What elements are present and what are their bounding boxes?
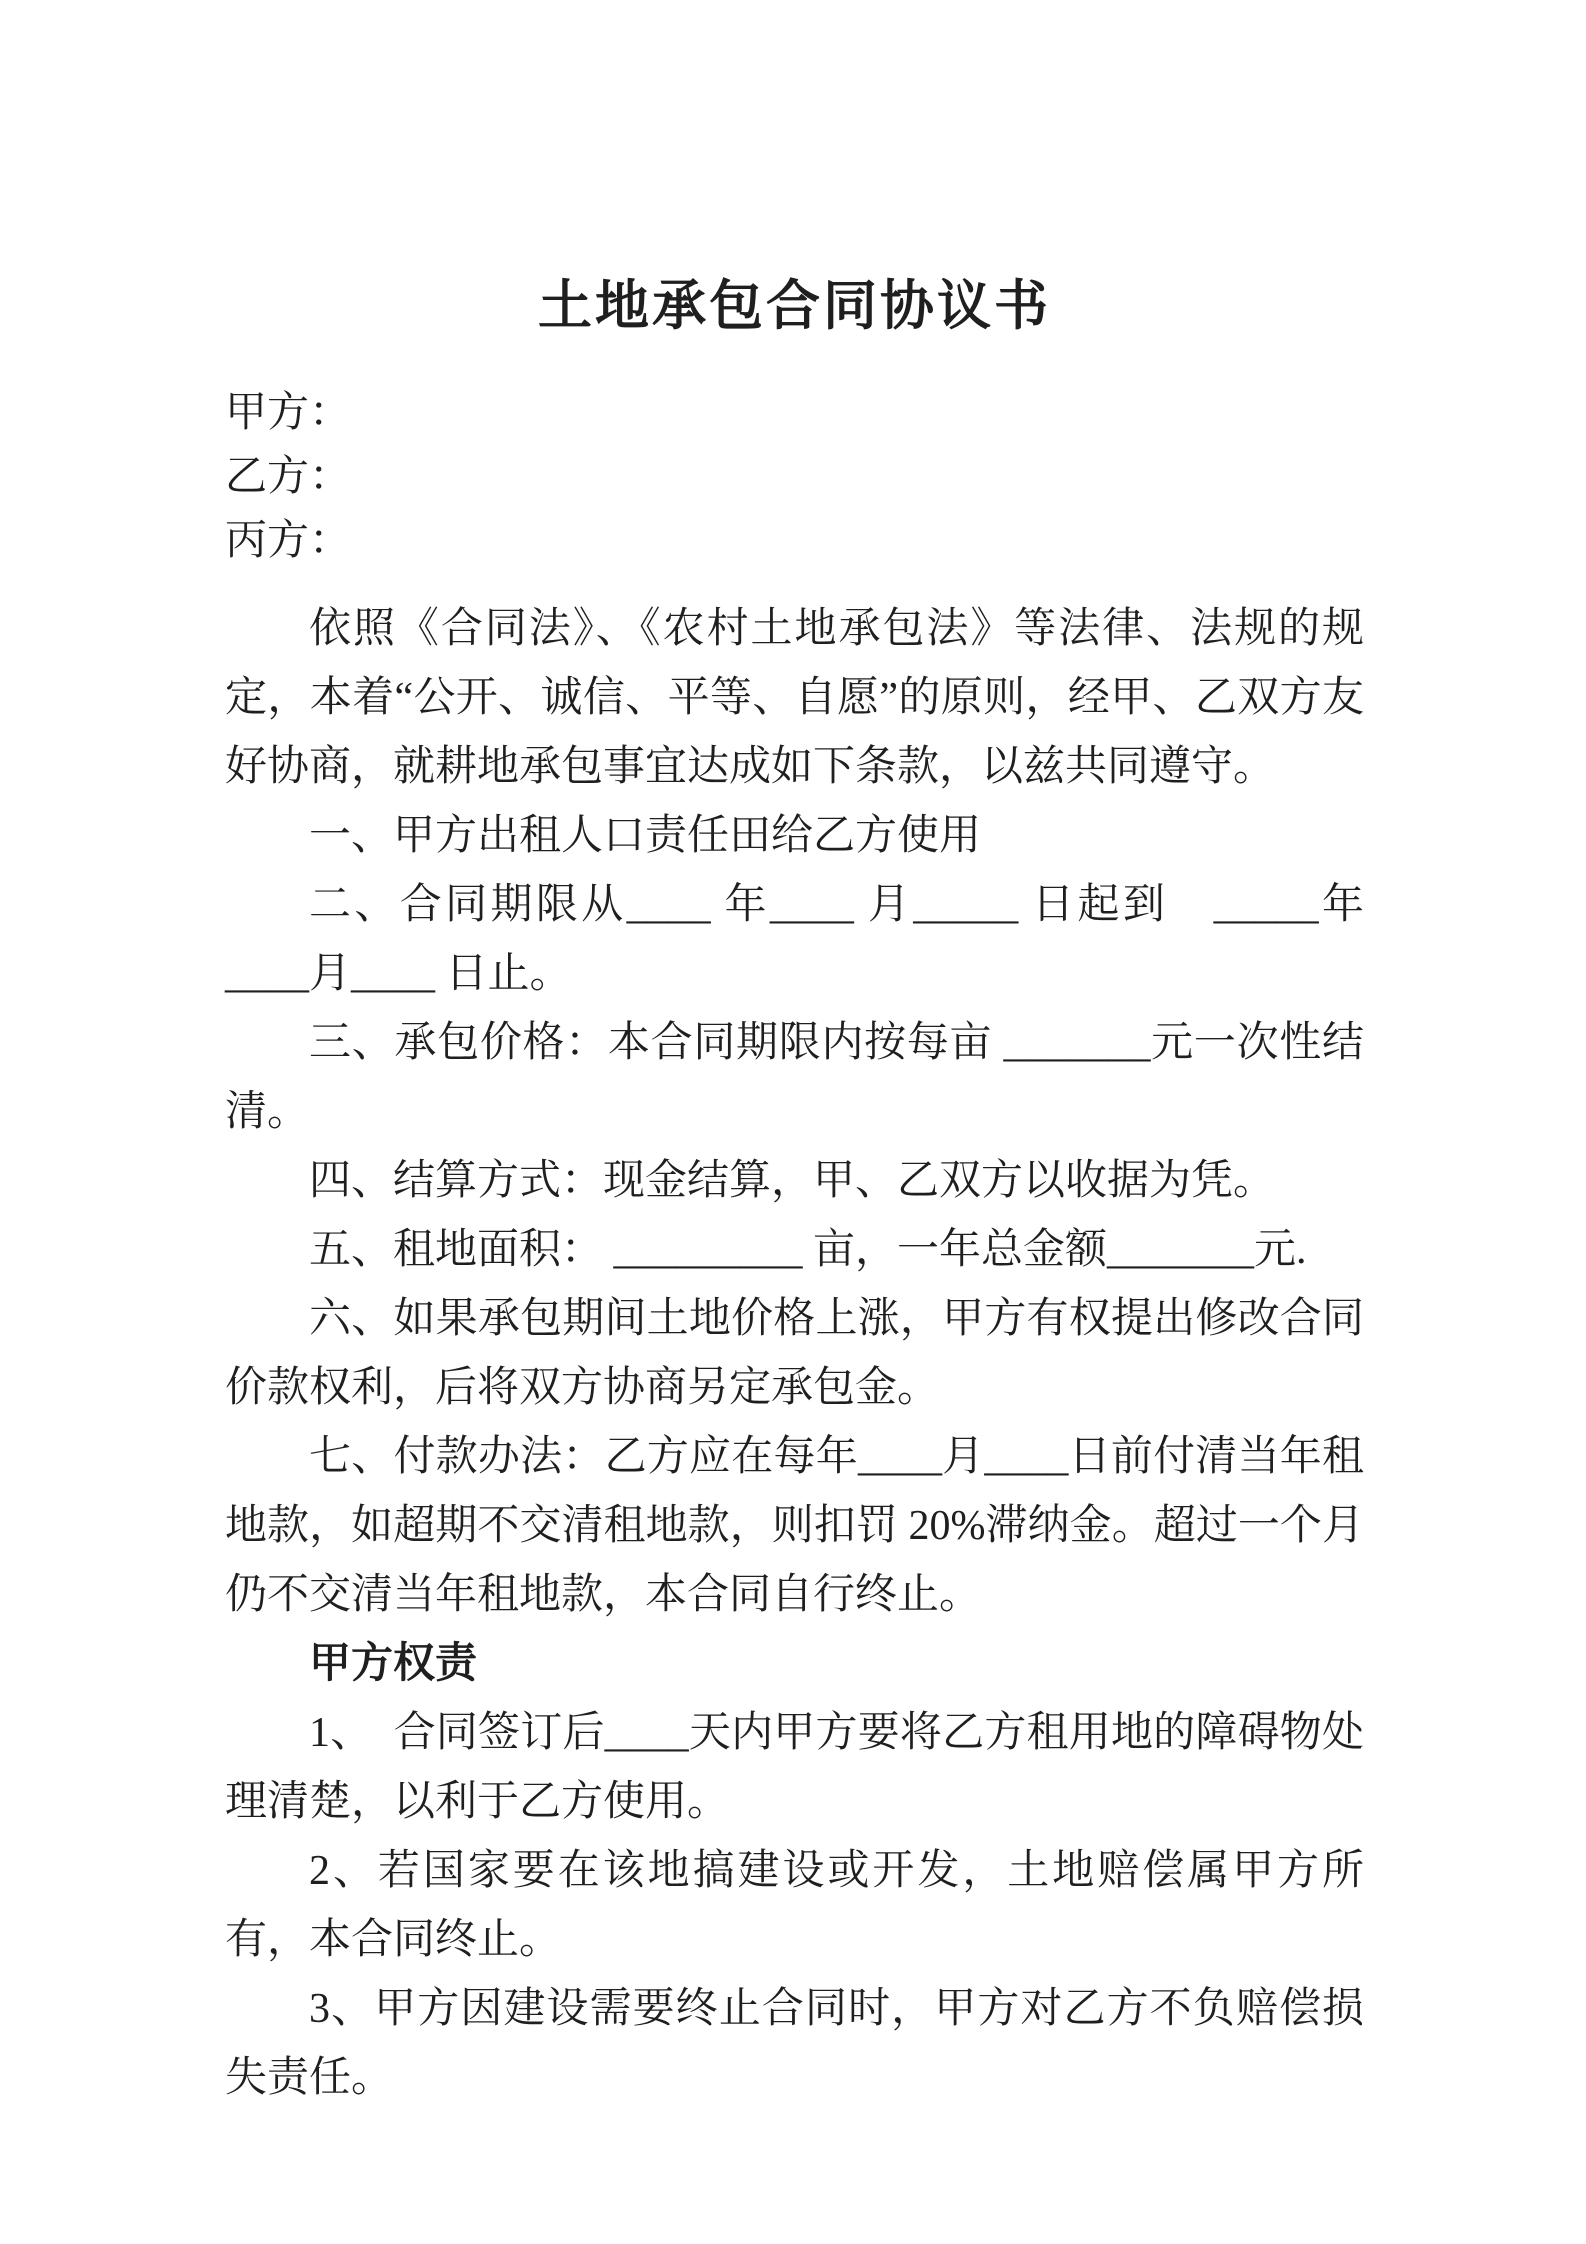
party-a-duty-item-2: 2、若国家要在该地搞建设或开发，土地赔偿属甲方所有，本合同终止。	[225, 1848, 1364, 1963]
clause-2: 二、合同期限从____ 年____ 月_____ 日起到 _____年 ____月____ 日止。	[225, 882, 1364, 997]
party-a-duty-item-3: 3、甲方因建设需要终止合同时，甲方对乙方不负赔偿损失责任。	[225, 1986, 1364, 2101]
clause-3: 三、承包价格：本合同期限内按每亩 _______元一次性结清。	[225, 1020, 1364, 1135]
clause-7: 七、付款办法：乙方应在每年____月____日前付清当年租地款，如超期不交清租地款，则扣罚 20%滞纳金。超过一个月仍不交清当年租地款，本合同自行终止。	[225, 1434, 1364, 1618]
parties-block	[225, 381, 1364, 573]
clause-1: 一、甲方出租人口责任田给乙方使用	[309, 813, 982, 859]
clause-5: 五、租地面积： _________ 亩，一年总金额_______元.	[309, 1227, 1307, 1273]
party-c-line: 丙方：	[225, 518, 352, 564]
party-b-line: 乙方：	[225, 454, 352, 500]
clause-6: 六、如果承包期间土地价格上涨，甲方有权提出修改合同价款权利，后将双方协商另定承包金。	[225, 1296, 1364, 1411]
contract-body	[225, 595, 1364, 2113]
party-a-duty-item-1: 1、 合同签订后____天内甲方要将乙方租用地的障碍物处理清楚，以利于乙方使用。	[225, 1710, 1364, 1825]
document-title: 土地承包合同协议书	[538, 276, 1051, 336]
section-heading-party-a-duties: 甲方权责	[309, 1641, 478, 1687]
party-a-line: 甲方：	[225, 390, 352, 436]
preamble-paragraph: 依照《合同法》、《农村土地承包法》等法律、法规的规定，本着“公开、诚信、平等、自愿”的原则，经甲、乙双方友好协商，就耕地承包事宜达成如下条款，以兹共同遵守。	[225, 606, 1364, 790]
clause-4: 四、结算方式：现金结算，甲、乙双方以收据为凭。	[309, 1158, 1276, 1204]
